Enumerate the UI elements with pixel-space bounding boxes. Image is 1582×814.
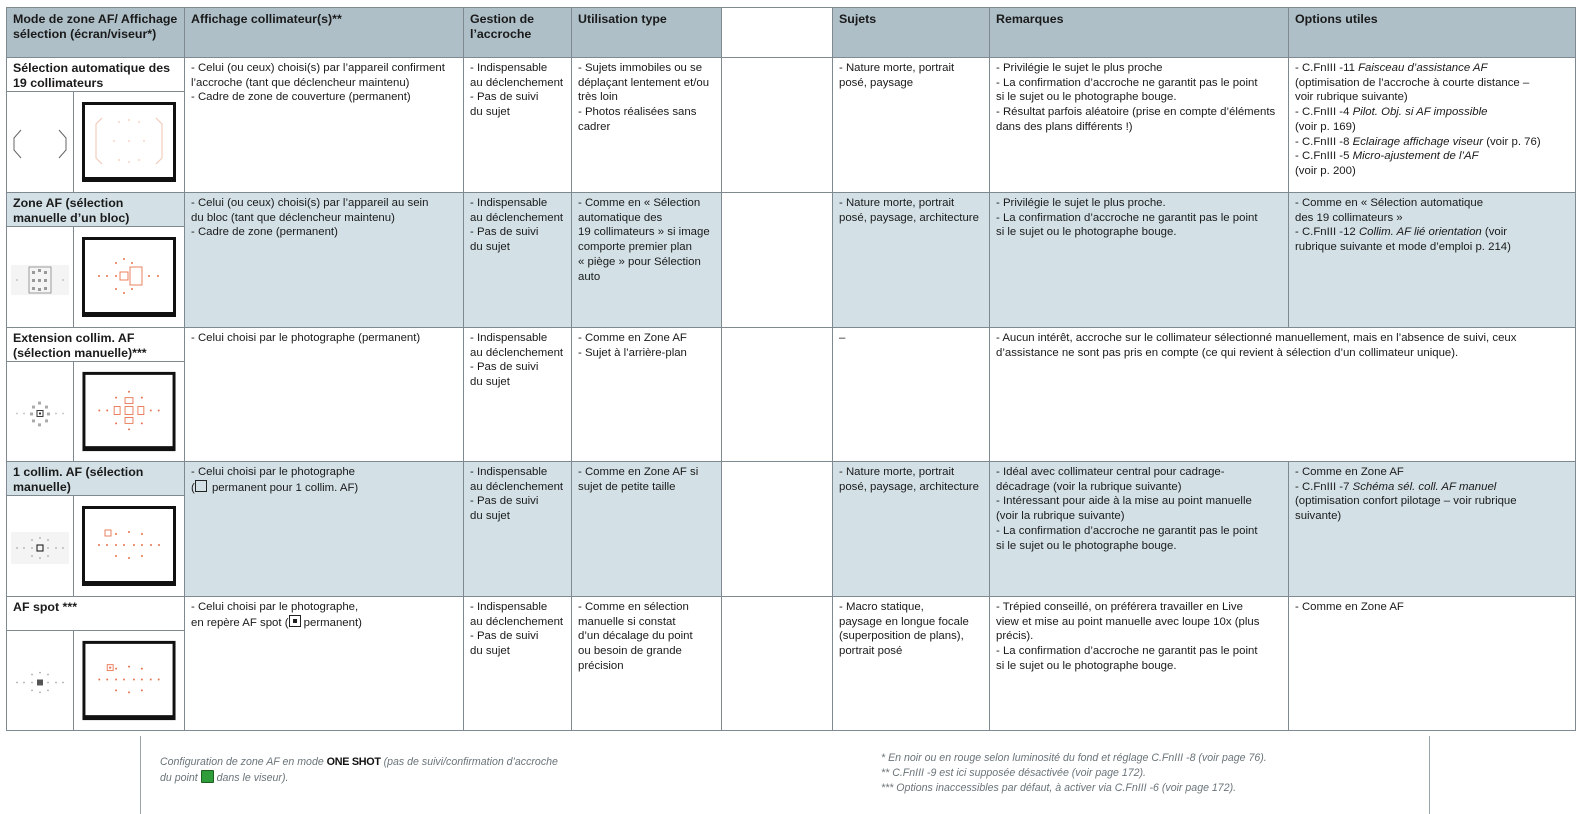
- mode-cell: [7, 193, 185, 328]
- viewfinder-figure: [74, 496, 184, 596]
- utilisation-cell: - Comme en « Sélection automatique des 19 collimateurs » si image comporte premier plan « piège » pour Sélection auto: [572, 193, 722, 328]
- viewfinder-figure: [74, 92, 184, 192]
- mode-cell: [7, 328, 185, 462]
- sujets-cell: - Nature morte, portrait posé, paysage, architecture: [833, 462, 990, 597]
- viewfinder-figure: [74, 362, 184, 461]
- header-row: [7, 8, 1576, 58]
- options-cell: - Comme en Zone AF - C.FnIII -7 Schéma sél. coll. AF manuel (optimisation confort pilotage – voir rubrique suivante): [1289, 462, 1576, 597]
- mode-cell: [7, 462, 185, 597]
- gap-cell: [722, 597, 833, 731]
- table-row: [7, 462, 1576, 597]
- utilisation-cell: - Sujets immobiles ou se déplaçant lentement et/ou très loin - Photos réalisées sans cadrer: [572, 58, 722, 193]
- affichage-cell: - Celui (ou ceux) choisi(s) par l’appareil confirment l’accroche (tant que déclencheur maintenu) - Cadre de zone de couverture (permanent): [185, 58, 464, 193]
- utilisation-cell: - Comme en Zone AF - Sujet à l’arrière-plan: [572, 328, 722, 462]
- gap-cell: [722, 58, 833, 193]
- table-row: [7, 328, 1576, 462]
- sujets-cell: –: [833, 328, 990, 462]
- header-gestion: Gestion de l’accroche: [464, 8, 572, 58]
- options-cell: - C.FnIII -11 Faisceau d’assistance AF (optimisation de l’accroche à courte distance – voir rubrique suivante) - C.FnIII -4 Pilot. Obj. si AF impossible (voir p. 169) - C.FnIII -8 Eclairage affichage viseur (voir p. 76) - C.FnIII -5 Micro-ajustement de l’AF (voir p. 200): [1289, 58, 1576, 193]
- mode-title: AF spot ***: [13, 600, 78, 614]
- mode-title: Sélection automatique des 19 collimateurs: [13, 61, 170, 90]
- mode-title: Extension collim. AF (sélection manuelle)***: [13, 331, 147, 360]
- focus-confirmation-icon: [201, 770, 214, 783]
- spot-af-point-icon: [289, 615, 301, 627]
- footer-config-note: Configuration de zone AF en mode ONE SHOT (pas de suivi/confirmation d’accroche du point dans le viseur).: [160, 756, 558, 784]
- footnotes: * En noir ou en rouge selon luminosité du fond et réglage C.FnIII -8 (voir page 76). ** C.FnIII -9 est ici supposée désactivée (voir page 172). *** Options inaccessibles par défaut, à activer via C.FnIII -6 (voir page 172).: [881, 752, 1267, 794]
- header-affichage: Affichage collimateur(s)**: [185, 8, 464, 58]
- header-options: Options utiles: [1289, 8, 1576, 58]
- gap-cell: [722, 328, 833, 462]
- header-remarques: Remarques: [990, 8, 1289, 58]
- remarques-cell: - Privilégie le sujet le plus proche. - La confirmation d’accroche ne garantit pas le point si le sujet ou le photographe bouge.: [990, 193, 1289, 328]
- screen-display-figure: [7, 92, 74, 192]
- header-sujets: Sujets: [833, 8, 990, 58]
- gap-cell: [722, 193, 833, 328]
- table-row: [7, 193, 1576, 328]
- table-row: [7, 58, 1576, 193]
- affichage-cell: - Celui (ou ceux) choisi(s) par l’appareil au sein du bloc (tant que déclencheur maintenu) - Cadre de zone (permanent): [185, 193, 464, 328]
- affichage-cell: - Celui choisi par le photographe (permanent): [185, 328, 464, 462]
- viewfinder-figure: [74, 227, 184, 327]
- remarques-cell: - Idéal avec collimateur central pour cadrage- décadrage (voir la rubrique suivante) - Intéressant pour aide à la mise au point manuelle (voir la rubrique suivante) - La confirmation d’accroche ne garantit pas le point si le sujet ou le photographe bouge.: [990, 462, 1289, 597]
- gestion-cell: - Indispensable au déclenchement - Pas de suivi du sujet: [464, 462, 572, 597]
- gestion-cell: - Indispensable au déclenchement - Pas de suivi du sujet: [464, 58, 572, 193]
- remarques-cell: - Trépied conseillé, on préférera travailler en Live view et mise au point manuelle avec loupe 10x (plus précis). - La confirmation d’accroche ne garantit pas le point si le sujet ou le photographe bouge.: [990, 597, 1289, 731]
- table-row: [7, 597, 1576, 731]
- mode-cell: [7, 597, 185, 731]
- header-gap: [722, 8, 833, 58]
- square-af-point-icon: [195, 480, 207, 492]
- utilisation-cell: - Comme en Zone AF si sujet de petite taille: [572, 462, 722, 597]
- screen-display-figure: [7, 631, 74, 730]
- sujets-cell: - Nature morte, portrait posé, paysage: [833, 58, 990, 193]
- footer: [140, 736, 1430, 814]
- mode-title: Zone AF (sélection manuelle d’un bloc): [13, 196, 130, 225]
- screen-display-figure: [7, 362, 74, 461]
- sujets-cell: - Macro statique, paysage en longue focale (superposition de plans), portrait posé: [833, 597, 990, 731]
- affichage-cell: - Celui choisi par le photographe ( permanent pour 1 collim. AF): [185, 462, 464, 597]
- gestion-cell: - Indispensable au déclenchement - Pas de suivi du sujet: [464, 193, 572, 328]
- mode-cell: [7, 58, 185, 193]
- utilisation-cell: - Comme en sélection manuelle si constat d’un décalage du point ou besoin de grande précision: [572, 597, 722, 731]
- viewfinder-figure: [74, 631, 184, 730]
- af-zone-table: [6, 7, 1576, 731]
- options-cell: - Comme en « Sélection automatique des 19 collimateurs » - C.FnIII -12 Collim. AF lié orientation (voir rubrique suivante et mode d’emploi p. 214): [1289, 193, 1576, 328]
- header-mode: Mode de zone AF/ Affichage sélection (écran/viseur*): [7, 8, 185, 58]
- remarques-cell: - Privilégie le sujet le plus proche - La confirmation d’accroche ne garantit pas le point si le sujet ou le photographe bouge. - Résultat parfois aléatoire (prise en compte d’éléments dans des plans différents !): [990, 58, 1289, 193]
- remarques-wide-cell: - Aucun intérêt, accroche sur le collimateur sélectionné manuellement, mais en l’absence de suivi, ceux d’assistance ne sont pas pris en compte (ce qui revient à sélection d’un collimateur unique).: [990, 328, 1576, 462]
- mode-title: 1 collim. AF (sélection manuelle): [13, 465, 144, 494]
- gap-cell: [722, 462, 833, 597]
- gestion-cell: - Indispensable au déclenchement - Pas de suivi du sujet: [464, 328, 572, 462]
- screen-display-figure: [7, 496, 74, 596]
- header-utilisation: Utilisation type: [572, 8, 722, 58]
- options-cell: - Comme en Zone AF: [1289, 597, 1576, 731]
- screen-display-figure: [7, 227, 74, 327]
- affichage-cell: - Celui choisi par le photographe, en repère AF spot ( permanent): [185, 597, 464, 731]
- gestion-cell: - Indispensable au déclenchement - Pas de suivi du sujet: [464, 597, 572, 731]
- sujets-cell: - Nature morte, portrait posé, paysage, architecture: [833, 193, 990, 328]
